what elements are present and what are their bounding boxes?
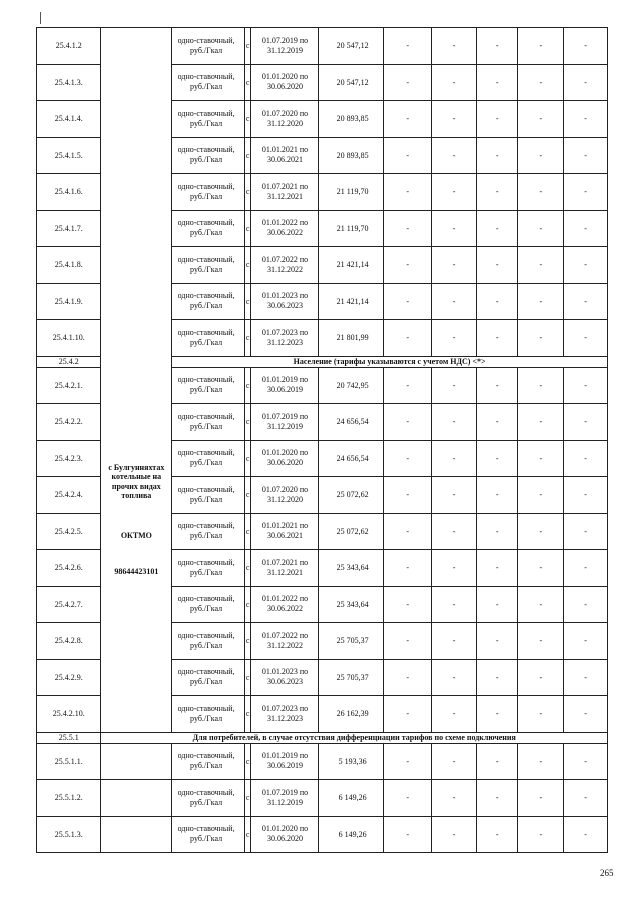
organization-cell-empty: [101, 816, 172, 853]
period-prefix: с: [245, 550, 251, 587]
empty-value-dash: -: [384, 137, 432, 174]
empty-value-dash: -: [432, 477, 477, 514]
tariff-value: 25 705,37: [318, 659, 384, 696]
period-prefix: с: [245, 101, 251, 138]
empty-value-dash: -: [564, 101, 608, 138]
oktmo-code: 98644423101: [114, 566, 159, 576]
empty-value-dash: -: [432, 780, 477, 817]
tariff-value: 24 656,54: [318, 440, 384, 477]
period: 01.01.2019 по 30.06.2019: [251, 367, 319, 404]
tariff-row: [37, 28, 608, 65]
tariff-type: одно-ставочный, руб./Гкал: [172, 780, 245, 817]
tariff-table-body: [37, 28, 608, 853]
empty-value-dash: -: [564, 659, 608, 696]
period: 01.07.2022 по 31.12.2022: [251, 623, 319, 660]
empty-value-dash: -: [384, 623, 432, 660]
empty-value-dash: -: [518, 137, 564, 174]
tariff-value: 21 119,70: [318, 210, 384, 247]
period: 01.01.2021 по 30.06.2021: [251, 513, 319, 550]
tariff-value: 20 547,12: [318, 28, 384, 65]
period: 01.07.2020 по 31.12.2020: [251, 477, 319, 514]
empty-value-dash: -: [476, 743, 518, 780]
period: 01.01.2020 по 30.06.2020: [251, 64, 319, 101]
tariff-type: одно-ставочный, руб./Гкал: [172, 101, 245, 138]
empty-value-dash: -: [432, 659, 477, 696]
empty-value-dash: -: [432, 550, 477, 587]
empty-value-dash: -: [476, 320, 518, 357]
tariff-type: одно-ставочный, руб./Гкал: [172, 174, 245, 211]
row-number: 25.4.2.5.: [37, 513, 101, 550]
organization-cell: [101, 28, 172, 733]
empty-value-dash: -: [518, 513, 564, 550]
row-number: 25.4.2.9.: [37, 659, 101, 696]
empty-value-dash: -: [564, 586, 608, 623]
empty-value-dash: -: [564, 696, 608, 733]
tariff-type: одно-ставочный, руб./Гкал: [172, 440, 245, 477]
tariff-value: 20 893,85: [318, 101, 384, 138]
empty-value-dash: -: [518, 247, 564, 284]
empty-value-dash: -: [476, 101, 518, 138]
empty-value-dash: -: [432, 247, 477, 284]
empty-value-dash: -: [476, 440, 518, 477]
tariff-value: 20 742,95: [318, 367, 384, 404]
empty-value-dash: -: [564, 513, 608, 550]
empty-value-dash: -: [518, 404, 564, 441]
empty-value-dash: -: [432, 440, 477, 477]
section-code: 25.4.2: [37, 356, 101, 367]
empty-value-dash: -: [564, 28, 608, 65]
empty-value-dash: -: [518, 210, 564, 247]
empty-value-dash: -: [384, 586, 432, 623]
period: 01.01.2022 по 30.06.2022: [251, 586, 319, 623]
section-code: 25.5.1: [37, 732, 101, 743]
empty-value-dash: -: [564, 283, 608, 320]
period-prefix: с: [245, 816, 251, 853]
period-prefix: с: [245, 404, 251, 441]
row-number: 25.4.1.6.: [37, 174, 101, 211]
empty-value-dash: -: [518, 696, 564, 733]
tariff-value: 25 343,64: [318, 550, 384, 587]
empty-value-dash: -: [432, 816, 477, 853]
row-number: 25.4.1.8.: [37, 247, 101, 284]
period-prefix: с: [245, 623, 251, 660]
empty-value-dash: -: [518, 28, 564, 65]
period: 01.01.2022 по 30.06.2022: [251, 210, 319, 247]
empty-value-dash: -: [476, 137, 518, 174]
empty-value-dash: -: [432, 586, 477, 623]
empty-value-dash: -: [384, 743, 432, 780]
empty-value-dash: -: [432, 404, 477, 441]
tariff-value: 25 072,62: [318, 477, 384, 514]
tariff-type: одно-ставочный, руб./Гкал: [172, 404, 245, 441]
period: 01.07.2021 по 31.12.2021: [251, 550, 319, 587]
period: 01.07.2019 по 31.12.2019: [251, 28, 319, 65]
empty-value-dash: -: [564, 743, 608, 780]
row-number: 25.4.2.6.: [37, 550, 101, 587]
empty-value-dash: -: [518, 440, 564, 477]
period: 01.07.2022 по 31.12.2022: [251, 247, 319, 284]
tariff-type: одно-ставочный, руб./Гкал: [172, 247, 245, 284]
tariff-value: 25 343,64: [318, 586, 384, 623]
empty-value-dash: -: [564, 816, 608, 853]
empty-value-dash: -: [384, 210, 432, 247]
empty-value-dash: -: [384, 659, 432, 696]
tariff-row: [37, 780, 608, 817]
tariff-value: 26 162,39: [318, 696, 384, 733]
empty-value-dash: -: [384, 550, 432, 587]
empty-value-dash: -: [476, 28, 518, 65]
empty-value-dash: -: [518, 174, 564, 211]
period: 01.01.2020 по 30.06.2020: [251, 440, 319, 477]
empty-value-dash: -: [518, 550, 564, 587]
tariff-value: 25 072,62: [318, 513, 384, 550]
empty-value-dash: -: [518, 780, 564, 817]
row-number: 25.4.2.2.: [37, 404, 101, 441]
empty-value-dash: -: [476, 550, 518, 587]
period: 01.01.2021 по 30.06.2021: [251, 137, 319, 174]
organization-name: с Булгунняхтах котельные на прочих видах топлива: [108, 462, 165, 501]
row-number: 25.4.1.5.: [37, 137, 101, 174]
tariff-type: одно-ставочный, руб./Гкал: [172, 367, 245, 404]
empty-value-dash: -: [564, 404, 608, 441]
period-prefix: с: [245, 320, 251, 357]
row-number: 25.5.1.1.: [37, 743, 101, 780]
empty-value-dash: -: [384, 367, 432, 404]
empty-value-dash: -: [476, 174, 518, 211]
section-header-row: [37, 732, 608, 743]
tariff-type: одно-ставочный, руб./Гкал: [172, 64, 245, 101]
section-title: Население (тарифы указываются с учетом НДС) <*>: [172, 356, 608, 367]
tariff-value: 25 705,37: [318, 623, 384, 660]
empty-value-dash: -: [476, 247, 518, 284]
row-number: 25.4.1.7.: [37, 210, 101, 247]
empty-value-dash: -: [432, 320, 477, 357]
tariff-type: одно-ставочный, руб./Гкал: [172, 283, 245, 320]
row-number: 25.4.2.7.: [37, 586, 101, 623]
tariff-value: 20 547,12: [318, 64, 384, 101]
empty-value-dash: -: [518, 283, 564, 320]
organization-cell-empty: [101, 743, 172, 780]
empty-value-dash: -: [432, 210, 477, 247]
tariff-type: одно-ставочный, руб./Гкал: [172, 696, 245, 733]
row-number: 25.4.2.1.: [37, 367, 101, 404]
empty-value-dash: -: [384, 247, 432, 284]
tariff-value: 6 149,26: [318, 780, 384, 817]
empty-value-dash: -: [384, 513, 432, 550]
period-prefix: с: [245, 283, 251, 320]
period-prefix: с: [245, 64, 251, 101]
empty-value-dash: -: [518, 659, 564, 696]
period: 01.07.2020 по 31.12.2020: [251, 101, 319, 138]
tariff-value: 21 119,70: [318, 174, 384, 211]
empty-value-dash: -: [564, 367, 608, 404]
period-prefix: с: [245, 513, 251, 550]
row-number: 25.5.1.2.: [37, 780, 101, 817]
empty-value-dash: -: [384, 174, 432, 211]
empty-value-dash: -: [518, 816, 564, 853]
row-number: 25.4.1.9.: [37, 283, 101, 320]
period: 01.01.2023 по 30.06.2023: [251, 659, 319, 696]
tariff-type: одно-ставочный, руб./Гкал: [172, 513, 245, 550]
empty-value-dash: -: [384, 440, 432, 477]
period: 01.07.2021 по 31.12.2021: [251, 174, 319, 211]
empty-value-dash: -: [384, 780, 432, 817]
row-number: 25.4.2.4.: [37, 477, 101, 514]
empty-value-dash: -: [564, 320, 608, 357]
empty-value-dash: -: [518, 64, 564, 101]
tariff-value: 21 421,14: [318, 283, 384, 320]
empty-value-dash: -: [564, 780, 608, 817]
row-number: 25.4.2.8.: [37, 623, 101, 660]
empty-value-dash: -: [476, 513, 518, 550]
row-number: 25.4.1.3.: [37, 64, 101, 101]
oktmo-label: ОКТМО: [120, 531, 152, 541]
tariff-row: [37, 816, 608, 853]
empty-value-dash: -: [518, 101, 564, 138]
empty-value-dash: -: [384, 101, 432, 138]
period: 01.07.2023 по 31.12.2023: [251, 696, 319, 733]
period: 01.07.2023 по 31.12.2023: [251, 320, 319, 357]
tariff-type: одно-ставочный, руб./Гкал: [172, 623, 245, 660]
empty-value-dash: -: [564, 174, 608, 211]
empty-value-dash: -: [384, 28, 432, 65]
page-number: 265: [600, 868, 614, 878]
empty-value-dash: -: [564, 64, 608, 101]
period: 01.01.2020 по 30.06.2020: [251, 816, 319, 853]
empty-value-dash: -: [476, 586, 518, 623]
empty-value-dash: -: [518, 586, 564, 623]
period: 01.07.2019 по 31.12.2019: [251, 780, 319, 817]
tariff-value: 21 421,14: [318, 247, 384, 284]
tariff-value: 5 193,36: [318, 743, 384, 780]
tariff-type: одно-ставочный, руб./Гкал: [172, 550, 245, 587]
tariff-table: [36, 27, 608, 853]
empty-value-dash: -: [432, 743, 477, 780]
period-prefix: с: [245, 440, 251, 477]
period-prefix: с: [245, 247, 251, 284]
empty-value-dash: -: [476, 404, 518, 441]
empty-value-dash: -: [384, 283, 432, 320]
tariff-type: одно-ставочный, руб./Гкал: [172, 586, 245, 623]
empty-value-dash: -: [476, 696, 518, 733]
tariff-type: одно-ставочный, руб./Гкал: [172, 477, 245, 514]
tariff-type: одно-ставочный, руб./Гкал: [172, 137, 245, 174]
empty-value-dash: -: [384, 477, 432, 514]
empty-value-dash: -: [432, 28, 477, 65]
empty-value-dash: -: [476, 64, 518, 101]
empty-value-dash: -: [476, 367, 518, 404]
empty-value-dash: -: [476, 210, 518, 247]
period: 01.01.2019 по 30.06.2019: [251, 743, 319, 780]
empty-value-dash: -: [476, 816, 518, 853]
period-prefix: с: [245, 659, 251, 696]
empty-value-dash: -: [476, 477, 518, 514]
empty-value-dash: -: [432, 696, 477, 733]
empty-value-dash: -: [564, 210, 608, 247]
empty-value-dash: -: [476, 623, 518, 660]
period-prefix: с: [245, 780, 251, 817]
empty-value-dash: -: [432, 367, 477, 404]
period: 01.07.2019 по 31.12.2019: [251, 404, 319, 441]
tariff-value: 21 801,99: [318, 320, 384, 357]
empty-value-dash: -: [432, 64, 477, 101]
empty-value-dash: -: [564, 623, 608, 660]
organization-cell-empty: [101, 780, 172, 817]
tariff-type: одно-ставочный, руб./Гкал: [172, 816, 245, 853]
empty-value-dash: -: [518, 367, 564, 404]
empty-value-dash: -: [384, 696, 432, 733]
empty-value-dash: -: [476, 780, 518, 817]
tariff-row: [37, 743, 608, 780]
empty-value-dash: -: [384, 404, 432, 441]
empty-value-dash: -: [432, 623, 477, 660]
tariff-value: 24 656,54: [318, 404, 384, 441]
period-prefix: с: [245, 210, 251, 247]
empty-value-dash: -: [432, 137, 477, 174]
period-prefix: с: [245, 137, 251, 174]
period: 01.01.2023 по 30.06.2023: [251, 283, 319, 320]
empty-value-dash: -: [564, 440, 608, 477]
tariff-type: одно-ставочный, руб./Гкал: [172, 659, 245, 696]
empty-value-dash: -: [432, 174, 477, 211]
period-prefix: с: [245, 28, 251, 65]
tariff-type: одно-ставочный, руб./Гкал: [172, 743, 245, 780]
empty-value-dash: -: [432, 283, 477, 320]
empty-value-dash: -: [432, 513, 477, 550]
tariff-type: одно-ставочный, руб./Гкал: [172, 210, 245, 247]
empty-value-dash: -: [564, 247, 608, 284]
empty-value-dash: -: [518, 320, 564, 357]
tariff-type: одно-ставочный, руб./Гкал: [172, 28, 245, 65]
empty-value-dash: -: [476, 283, 518, 320]
empty-value-dash: -: [564, 137, 608, 174]
period-prefix: с: [245, 477, 251, 514]
period-prefix: с: [245, 743, 251, 780]
row-number: 25.4.2.3.: [37, 440, 101, 477]
section-title: Для потребителей, в случае отсутствия дифференциации тарифов по схеме подключения: [101, 732, 608, 743]
empty-value-dash: -: [384, 816, 432, 853]
empty-value-dash: -: [384, 320, 432, 357]
scan-artifact: [40, 12, 41, 24]
row-number: 25.4.2.10.: [37, 696, 101, 733]
row-number: 25.5.1.3.: [37, 816, 101, 853]
row-number: 25.4.1.4.: [37, 101, 101, 138]
row-number: 25.4.1.2: [37, 28, 101, 65]
period-prefix: с: [245, 586, 251, 623]
tariff-value: 6 149,26: [318, 816, 384, 853]
tariff-type: одно-ставочный, руб./Гкал: [172, 320, 245, 357]
period-prefix: с: [245, 696, 251, 733]
period-prefix: с: [245, 174, 251, 211]
empty-value-dash: -: [476, 659, 518, 696]
empty-value-dash: -: [518, 477, 564, 514]
empty-value-dash: -: [564, 550, 608, 587]
row-number: 25.4.1.10.: [37, 320, 101, 357]
empty-value-dash: -: [432, 101, 477, 138]
period-prefix: с: [245, 367, 251, 404]
empty-value-dash: -: [518, 743, 564, 780]
empty-value-dash: -: [518, 623, 564, 660]
empty-value-dash: -: [384, 64, 432, 101]
empty-value-dash: -: [564, 477, 608, 514]
tariff-value: 20 893,85: [318, 137, 384, 174]
